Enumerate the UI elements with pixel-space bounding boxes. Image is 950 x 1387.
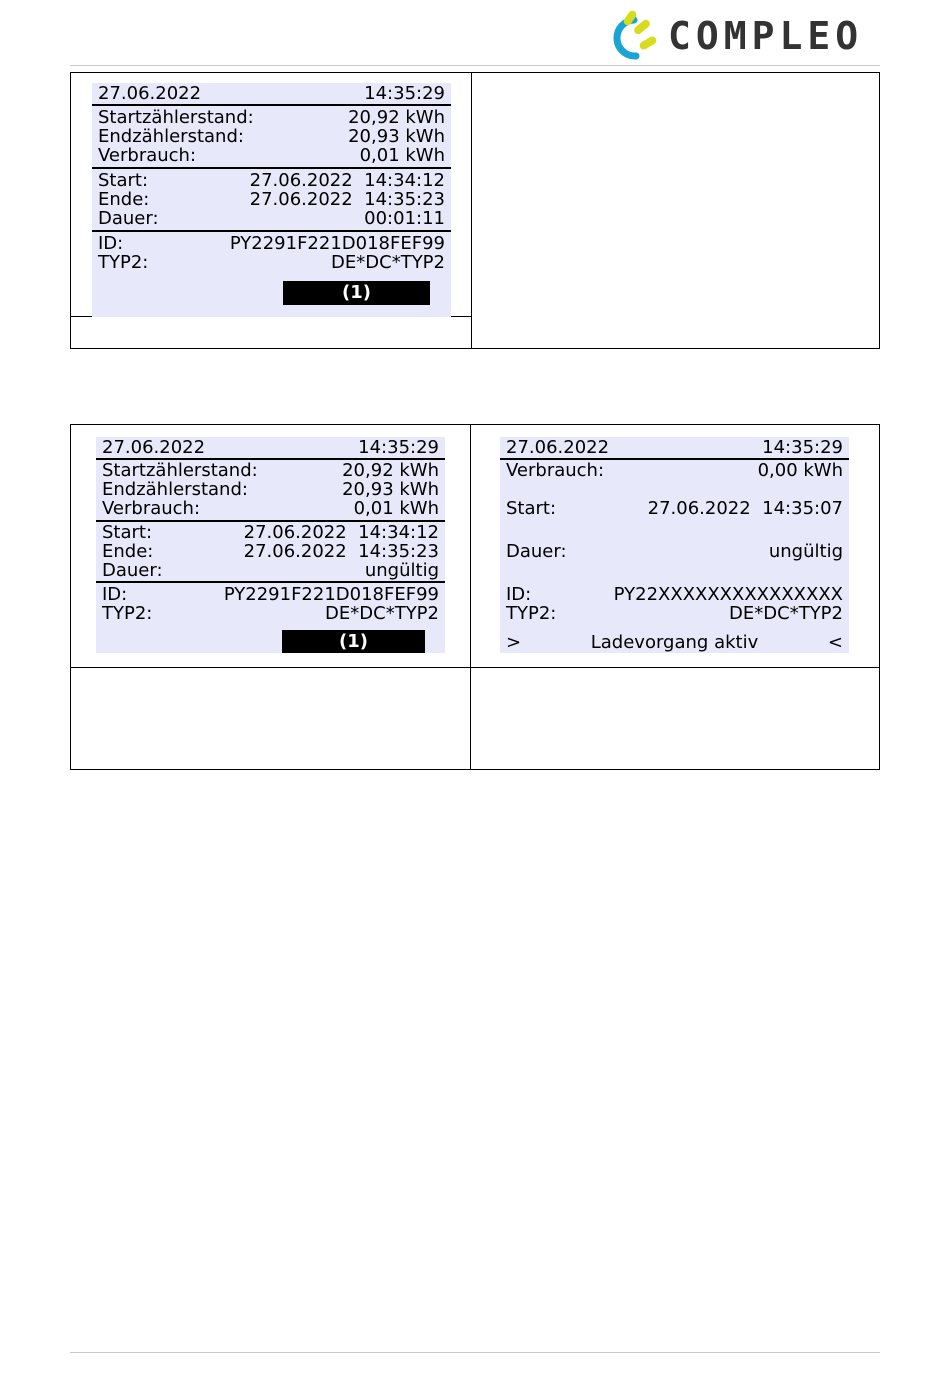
display-time: 14:35:29 (762, 437, 843, 458)
id-value: PY2291F221D018FEF99 (229, 233, 445, 254)
table-2-cell-caption-left (71, 668, 471, 770)
id-value: PY22XXXXXXXXXXXXXXX (613, 584, 843, 605)
start-meter-label: Startzählerstand: (98, 107, 254, 128)
duration-value: ungültig (364, 560, 439, 581)
start-value: 27.06.2022 14:35:07 (647, 498, 843, 519)
start-meter-label: Startzählerstand: (102, 460, 258, 481)
status-left-marker: > (506, 632, 522, 653)
table-1-cell-caption (71, 317, 472, 349)
consumption-label: Verbrauch: (506, 460, 605, 481)
display-date: 27.06.2022 (102, 437, 206, 458)
page-indicator: (1) (283, 281, 430, 305)
table-2 (70, 424, 880, 770)
header-divider (70, 65, 880, 66)
brand-name: COMPLEO (668, 14, 864, 58)
duration-label: Dauer: (506, 541, 567, 562)
end-meter-value: 20,93 kWh (348, 126, 445, 147)
display-time: 14:35:29 (364, 83, 445, 104)
duration-label: Dauer: (102, 560, 163, 581)
compleo-logo-icon (604, 8, 664, 62)
table-2-cell-screen-left (71, 425, 471, 668)
start-meter-value: 20,92 kWh (348, 107, 445, 128)
table-2-cell-screen-right (471, 425, 880, 668)
id-label: ID: (506, 584, 532, 605)
divider (96, 581, 445, 583)
id-label: ID: (98, 233, 124, 254)
start-meter-value: 20,92 kWh (342, 460, 439, 481)
footer-divider (70, 1352, 880, 1353)
consumption-label: Verbrauch: (98, 145, 197, 166)
consumption-value: 0,00 kWh (757, 460, 843, 481)
type-value: DE*DC*TYP2 (331, 252, 445, 273)
start-value: 27.06.2022 14:34:12 (249, 170, 445, 191)
type-label: TYP2: (102, 603, 153, 624)
display-date: 27.06.2022 (506, 437, 610, 458)
duration-value: ungültig (768, 541, 843, 562)
id-value: PY2291F221D018FEF99 (223, 584, 439, 605)
end-value: 27.06.2022 14:35:23 (249, 189, 445, 210)
id-label: ID: (102, 584, 128, 605)
end-label: Ende: (102, 541, 154, 562)
end-meter-value: 20,93 kWh (342, 479, 439, 500)
type-value: DE*DC*TYP2 (325, 603, 439, 624)
duration-value: 00:01:11 (364, 208, 445, 229)
consumption-label: Verbrauch: (102, 498, 201, 519)
compleo-logo (604, 8, 870, 62)
start-label: Start: (98, 170, 149, 191)
divider (92, 167, 451, 169)
consumption-value: 0,01 kWh (359, 145, 445, 166)
display-date: 27.06.2022 (98, 83, 202, 104)
page-indicator: (1) (282, 630, 425, 653)
start-label: Start: (506, 498, 557, 519)
type-value: DE*DC*TYP2 (729, 603, 843, 624)
duration-label: Dauer: (98, 208, 159, 229)
status-right-marker: < (827, 632, 843, 653)
start-label: Start: (102, 522, 153, 543)
display-screen-invalid-duration (96, 437, 445, 653)
end-meter-label: Endzählerstand: (98, 126, 244, 147)
type-label: TYP2: (506, 603, 557, 624)
table-1-cell-empty-right (472, 73, 880, 349)
end-label: Ende: (98, 189, 150, 210)
display-screen-completed (92, 83, 451, 317)
end-meter-label: Endzählerstand: (102, 479, 248, 500)
start-value: 27.06.2022 14:34:12 (243, 522, 439, 543)
table-2-cell-caption-right (471, 668, 880, 770)
status-line (506, 633, 843, 652)
table-1-cell-screen (71, 73, 472, 317)
consumption-value: 0,01 kWh (353, 498, 439, 519)
divider (92, 230, 451, 232)
table-1 (70, 72, 880, 349)
display-time: 14:35:29 (358, 437, 439, 458)
end-value: 27.06.2022 14:35:23 (243, 541, 439, 562)
type-label: TYP2: (98, 252, 149, 273)
divider (92, 104, 451, 106)
status-text: Ladevorgang aktiv (590, 632, 759, 653)
display-screen-charging-active (500, 437, 849, 653)
